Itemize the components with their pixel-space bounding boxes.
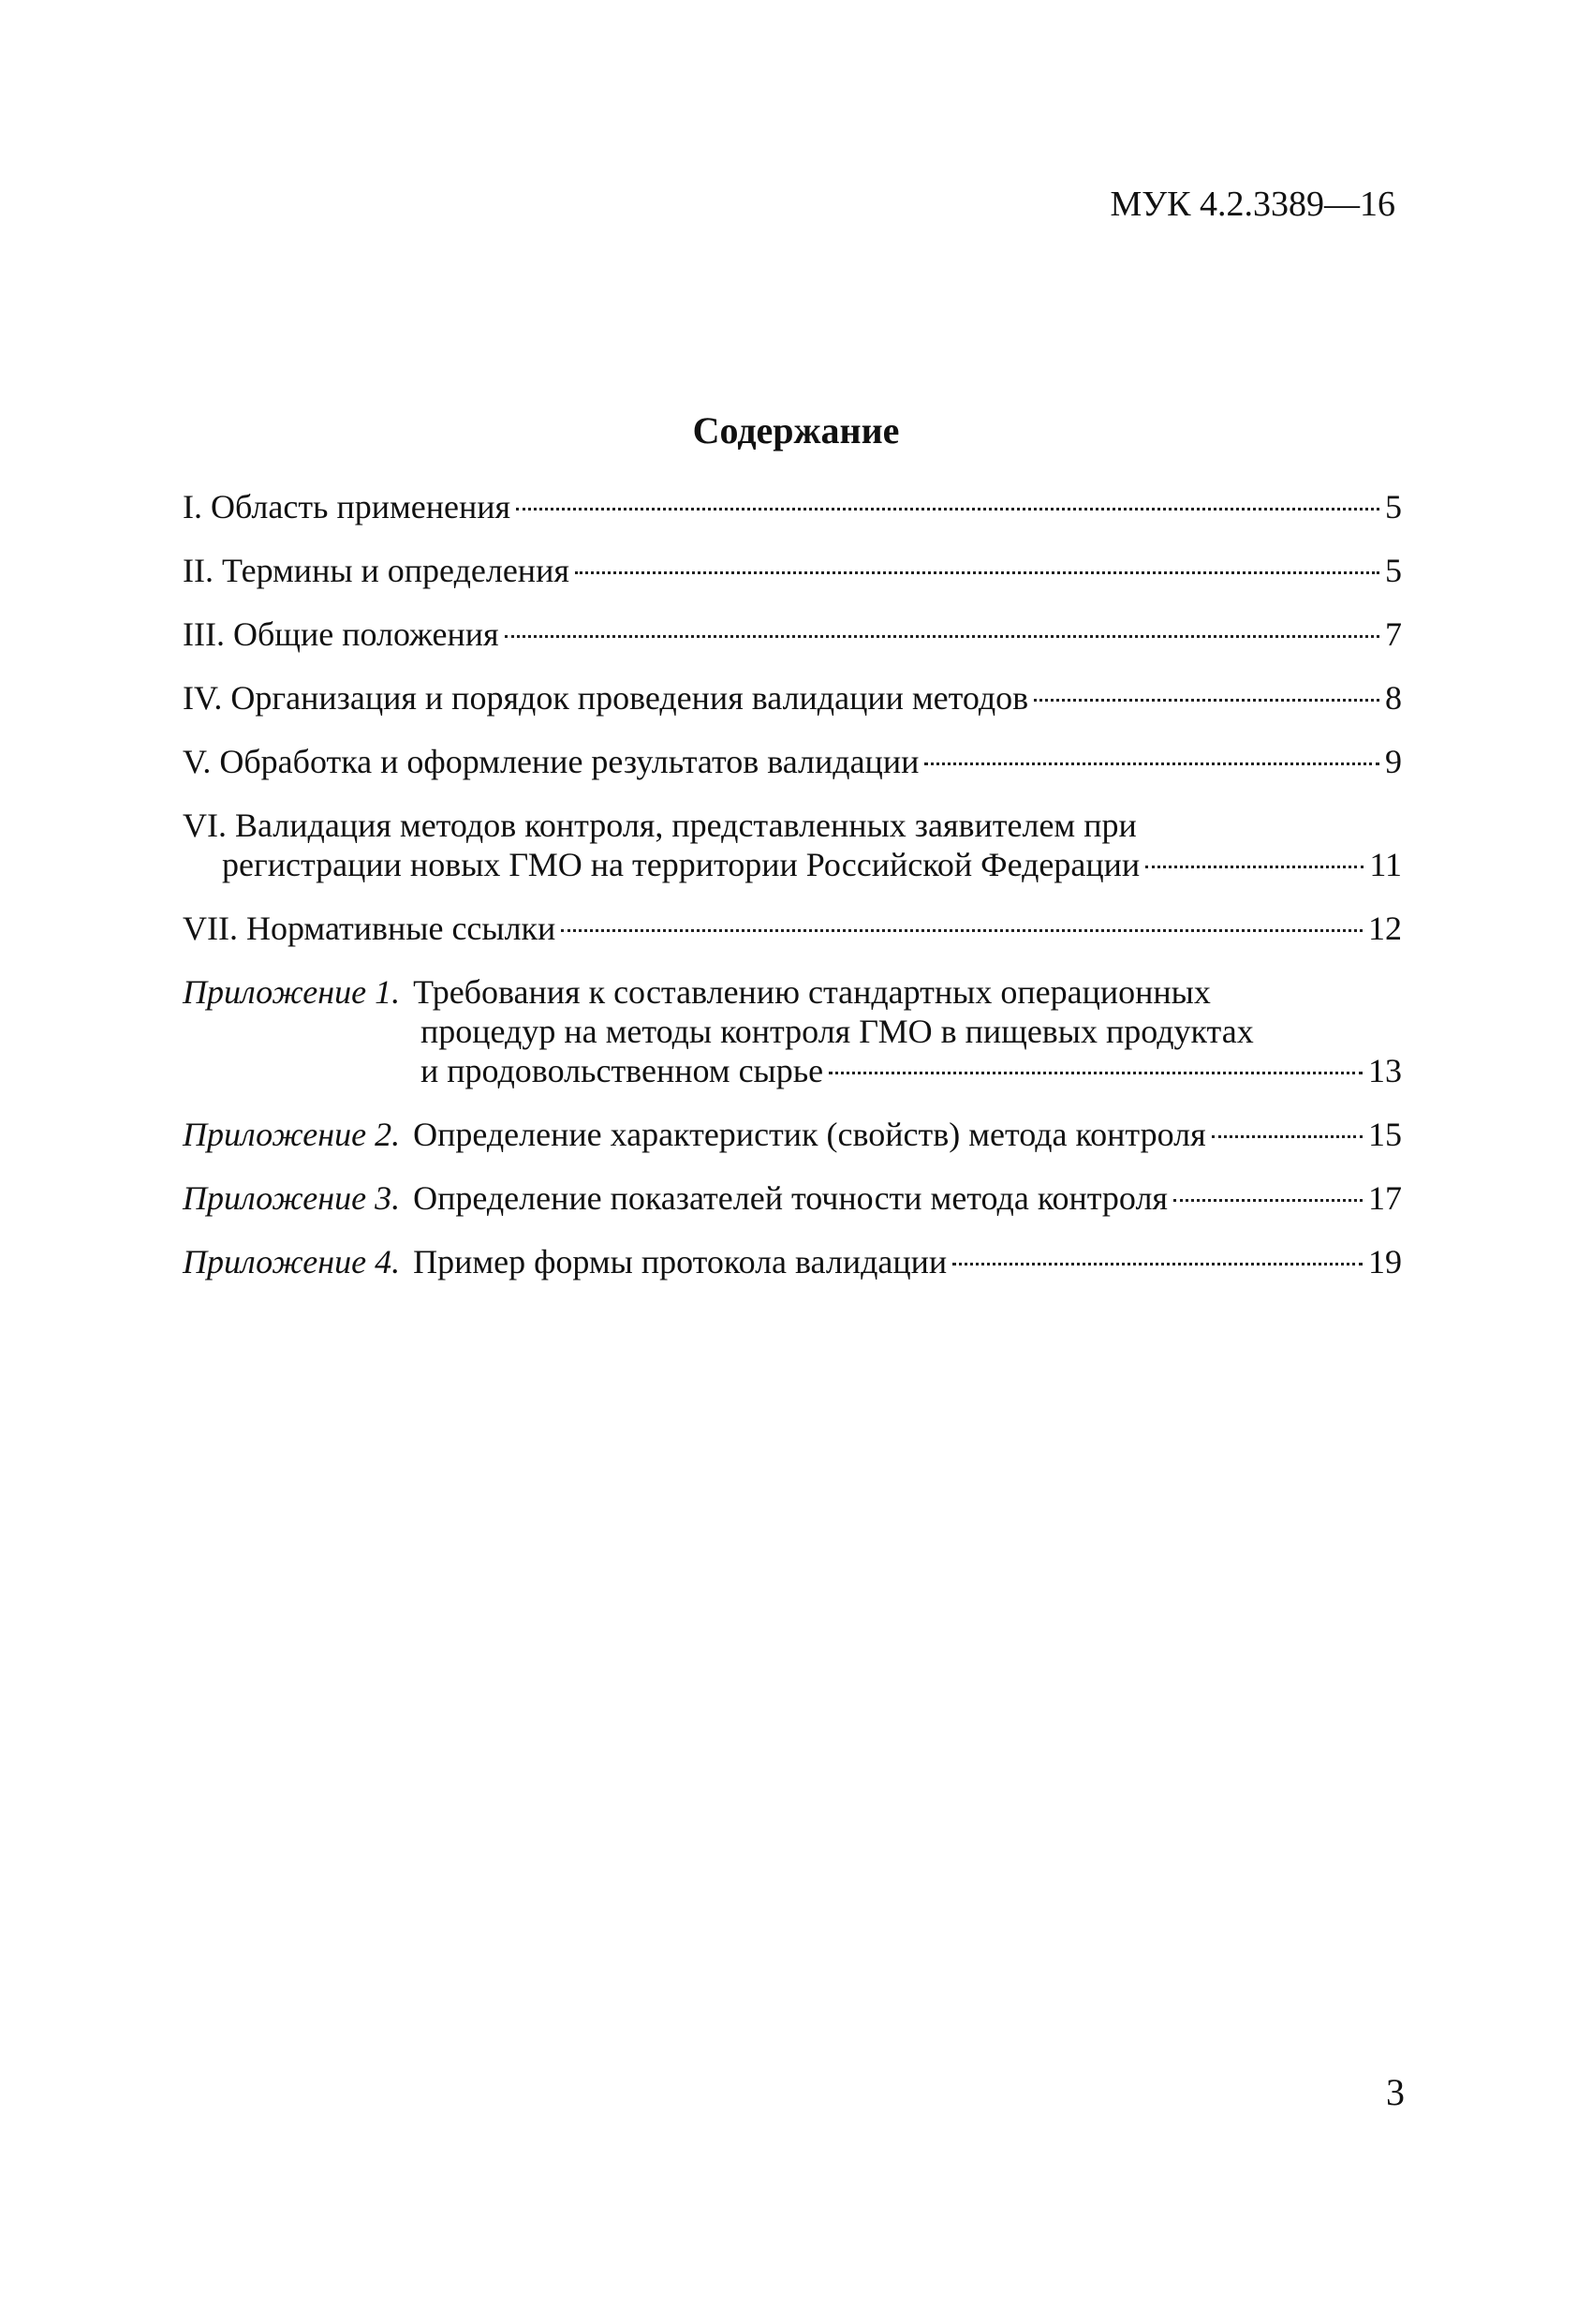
- toc-page-number: 17: [1368, 1179, 1402, 1217]
- toc-entry-6[interactable]: [183, 806, 1402, 884]
- appendix-label: Приложение 1.: [183, 973, 401, 1011]
- toc-entry-4[interactable]: [183, 678, 1402, 718]
- toc-appendix-1[interactable]: [183, 972, 1402, 1090]
- toc-entry-7[interactable]: [183, 909, 1402, 948]
- appendix-label: Приложение 4.: [183, 1243, 401, 1280]
- toc-entry-text: VII. Нормативные ссылки: [183, 910, 556, 947]
- toc-entry-2[interactable]: [183, 551, 1402, 590]
- toc-page-number: 5: [1385, 552, 1402, 589]
- appendix-text-continued: и продовольственном сырье: [420, 1052, 824, 1089]
- toc-page-number: 12: [1368, 910, 1402, 947]
- table-of-contents: [183, 487, 1402, 1306]
- appendix-text: Определение характеристик (свойств) метода контроля: [413, 1116, 1206, 1153]
- dot-leader: [1034, 699, 1379, 702]
- toc-entry-text: II. Термины и определения: [183, 552, 569, 589]
- toc-entry-5[interactable]: [183, 742, 1402, 781]
- toc-entry-text: III. Общие положения: [183, 615, 499, 653]
- toc-page-number: 11: [1369, 846, 1402, 883]
- appendix-label: Приложение 3.: [183, 1179, 401, 1217]
- page-number: 3: [1386, 2071, 1405, 2113]
- toc-page-number: 19: [1368, 1243, 1402, 1280]
- toc-page-number: 13: [1368, 1052, 1402, 1089]
- toc-page-number: 7: [1385, 615, 1402, 653]
- appendix-text: Пример формы протокола валидации: [413, 1243, 948, 1280]
- dot-leader: [1173, 1199, 1363, 1202]
- toc-entry-1[interactable]: [183, 487, 1402, 526]
- dot-leader: [1212, 1135, 1363, 1138]
- dot-leader: [952, 1263, 1363, 1266]
- toc-page-number: 9: [1385, 743, 1402, 780]
- toc-entry-text: V. Обработка и оформление результатов валидации: [183, 743, 920, 780]
- toc-entry-text: IV. Организация и порядок проведения валидации методов: [183, 679, 1029, 717]
- toc-entry-text-continued: регистрации новых ГМО на территории Российской Федерации: [222, 846, 1141, 883]
- dot-leader: [575, 571, 1379, 574]
- dot-leader: [516, 508, 1379, 511]
- appendix-text: Требования к составлению стандартных операционных: [413, 973, 1211, 1011]
- toc-page-number: 15: [1368, 1116, 1402, 1153]
- toc-entry-text: I. Область применения: [183, 488, 511, 525]
- appendix-label: Приложение 2.: [183, 1116, 401, 1153]
- toc-title: Содержание: [692, 409, 900, 451]
- dot-leader: [829, 1072, 1363, 1074]
- dot-leader: [561, 929, 1363, 932]
- dot-leader: [505, 635, 1379, 638]
- document-code: МУК 4.2.3389—16: [1110, 185, 1395, 224]
- toc-page-number: 8: [1385, 679, 1402, 717]
- toc-entry-text: VI. Валидация методов контроля, представленных заявителем при: [183, 807, 1137, 844]
- toc-entry-3[interactable]: [183, 614, 1402, 654]
- toc-appendix-2[interactable]: [183, 1115, 1402, 1154]
- appendix-text-continued: процедур на методы контроля ГМО в пищевых продуктах: [420, 1013, 1254, 1050]
- toc-appendix-3[interactable]: [183, 1178, 1402, 1218]
- appendix-text: Определение показателей точности метода контроля: [413, 1179, 1168, 1217]
- dot-leader: [924, 762, 1379, 765]
- dot-leader: [1145, 866, 1364, 868]
- toc-page-number: 5: [1385, 488, 1402, 525]
- toc-appendix-4[interactable]: [183, 1242, 1402, 1281]
